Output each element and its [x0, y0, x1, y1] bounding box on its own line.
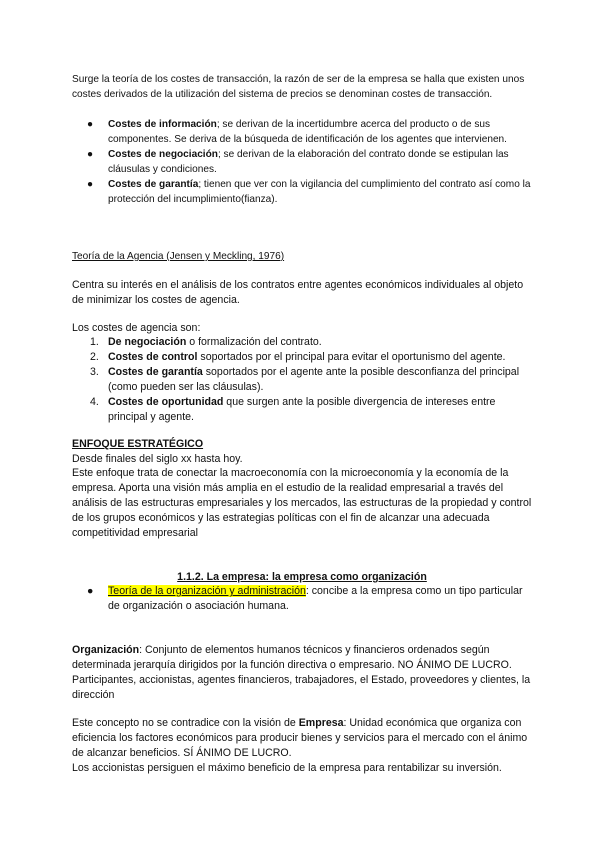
- list-item: 4. Costes de oportunidad que surgen ante la posible divergencia de intereses entre principal y agente.: [90, 396, 496, 423]
- section-heading: 1.1.2. La empresa: la empresa como organización: [177, 571, 427, 583]
- agency-description: Centra su interés en el análisis de los contratos entre agentes económicos individuales al objeto de minimizar los costes de agencia.: [72, 279, 524, 306]
- highlighted-term: Teoría de la organización y administración: [108, 585, 306, 597]
- bullet-icon: ●: [87, 179, 94, 190]
- list-item: ● Costes de información; se derivan de la incertidumbre acerca del producto o de sus componentes. Se deriva de la búsqueda de identificación de los agentes que intervienen.: [87, 119, 507, 145]
- empresa-paragraph: Este concepto no se contradice con la visión de Empresa: Unidad económica que organiza con eficiencia los factores económicos para producir bienes y servicios para el mercado con el ánimo de alcanzar beneficios. SÍ ÁNIMO DE LUCRO. Los accionistas persiguen el máximo beneficio de la empresa para rentabilizar su inversión.: [72, 717, 528, 774]
- bullet-icon: ●: [87, 149, 94, 160]
- transaction-costs-list: [72, 117, 532, 207]
- list-item: 1. De negociación o formalización del contrato.: [90, 336, 322, 348]
- strategic-text: Este enfoque trata de conectar la macroeconomía con la microeconomía y la economía de la empresa. Aporta una visión más amplia en el estudio de la realidad empresarial a través del análisis de las estructuras empresariales y los mercados, las estructuras de la propiedad y control de los grupos económicos y las estrategias políticas con el fin de alcanzar una adecuada competitividad empresarial: [72, 467, 532, 539]
- bullet-icon: ●: [87, 585, 94, 597]
- organization-theory-list: [72, 584, 532, 614]
- agency-theory-title: Teoría de la Agencia (Jensen y Meckling, 1976): [72, 251, 285, 262]
- list-item: ● Costes de negociación; se derivan de la elaboración del contrato donde se estipulan las cláusulas y condiciones.: [87, 149, 509, 175]
- list-item: ● Costes de garantía; tienen que ver con la vigilancia del cumplimiento del contrato así como la protección del incumplimiento(fianza).: [87, 179, 531, 205]
- agency-costs-list: [72, 335, 532, 425]
- list-item: ● Teoría de la organización y administración: concibe a la empresa como un tipo particular de organización o asociación humana.: [87, 585, 523, 612]
- bullet-icon: ●: [87, 119, 94, 130]
- strategic-since: Desde finales del siglo xx hasta hoy.: [72, 453, 243, 465]
- organizacion-paragraph: Organización: Conjunto de elementos humanos técnicos y financieros ordenados según determinada jerarquía dirigidos por la función directiva o empresario. NO ÁNIMO DE LUCRO. Participantes, accionistas, agentes financieros, trabajadores, el Estado, proveedores y clientes, la dirección: [72, 644, 531, 701]
- intro-paragraph: Surge la teoría de los costes de transacción, la razón de ser de la empresa se halla que existen unos costes derivados de la utilización del sistema de precios se denominan costes de transacción.: [72, 74, 525, 100]
- list-item: 3. Costes de garantía soportados por el agente ante la posible desconfianza del principal (como pueden ser las cláusulas).: [90, 366, 520, 393]
- list-item: 2. Costes de control soportados por el principal para evitar el oportunismo del agente.: [90, 351, 506, 363]
- agency-costs-intro: Los costes de agencia son:: [72, 322, 201, 334]
- strategic-title: ENFOQUE ESTRATÉGICO: [72, 438, 204, 450]
